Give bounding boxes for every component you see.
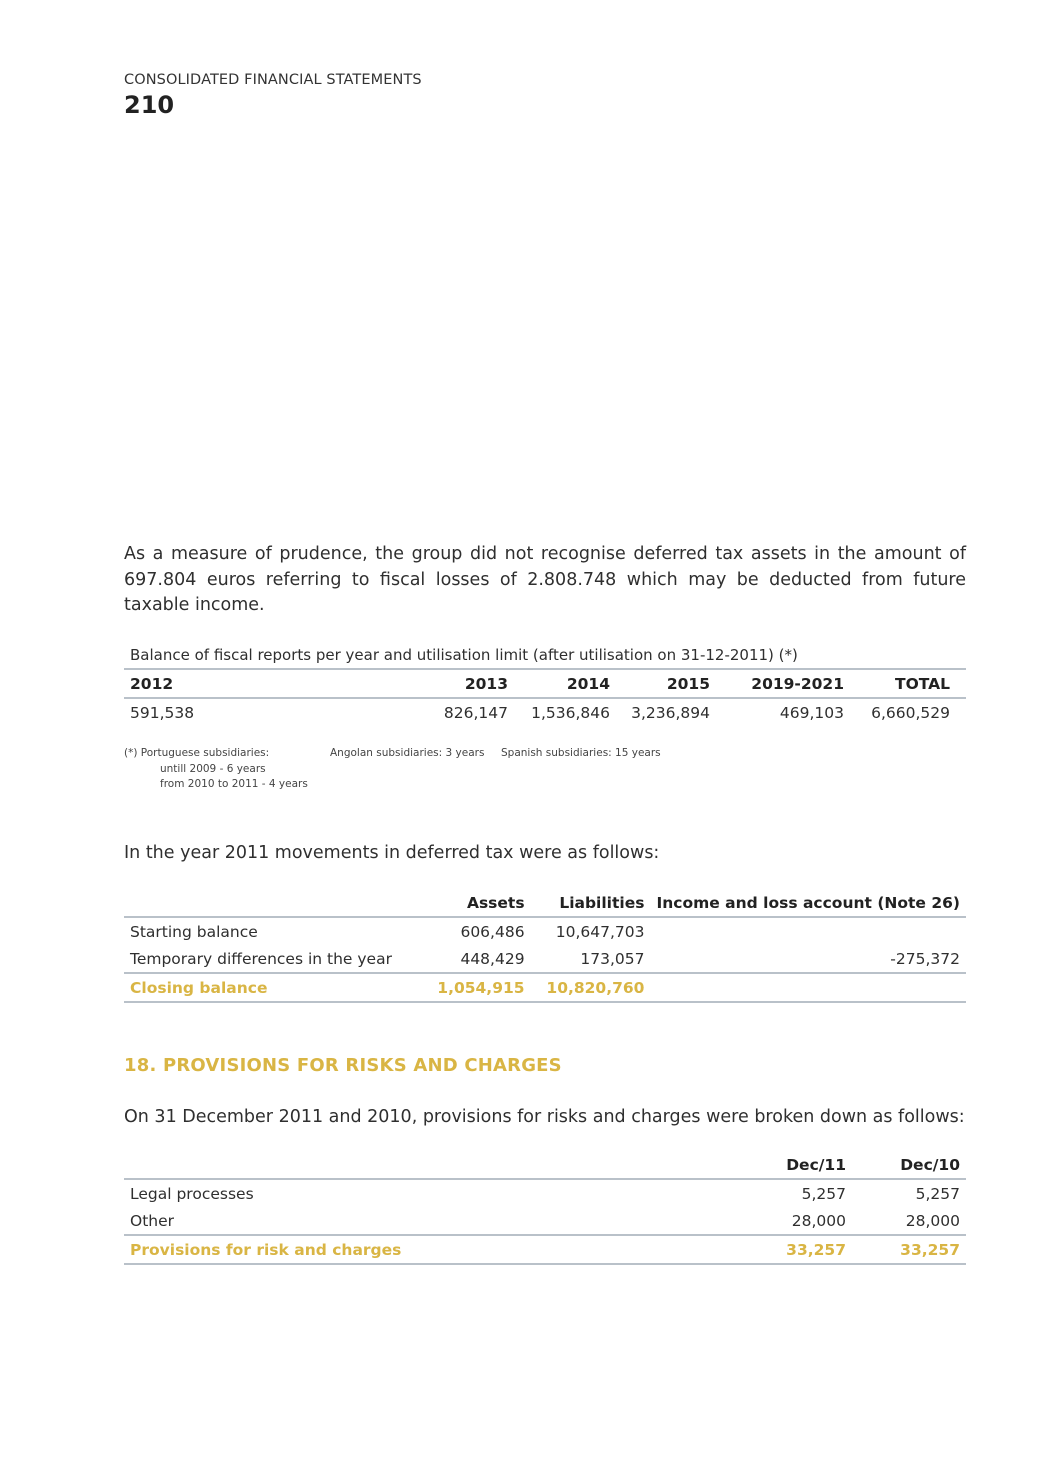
table-header-row bbox=[124, 1151, 966, 1179]
table-cell: 6,660,529 bbox=[871, 703, 950, 722]
table-cell: 5,257 bbox=[915, 1184, 960, 1203]
column-header: TOTAL bbox=[850, 669, 966, 698]
column-header: Dec/10 bbox=[852, 1151, 966, 1179]
table-row bbox=[124, 1207, 966, 1235]
provisions-table bbox=[124, 1151, 966, 1265]
table-header-row bbox=[124, 889, 966, 917]
column-header: 2012 bbox=[124, 669, 424, 698]
table-cell: 3,236,894 bbox=[631, 703, 710, 722]
deferred-tax-intro: In the year 2011 movements in deferred tax were as follows: bbox=[124, 843, 660, 863]
column-header: 2015 bbox=[616, 669, 716, 698]
column-header bbox=[124, 1151, 738, 1179]
page-number: 210 bbox=[124, 91, 175, 119]
section-heading: 18. PROVISIONS FOR RISKS AND CHARGES bbox=[124, 1055, 562, 1076]
table-cell: 28,000 bbox=[791, 1211, 846, 1230]
column-header: 2019-2021 bbox=[716, 669, 850, 698]
row-label: Legal processes bbox=[130, 1184, 254, 1203]
fiscal-reports-table bbox=[124, 668, 966, 726]
table-row bbox=[124, 945, 966, 973]
total-label: Provisions for risk and charges bbox=[124, 1235, 738, 1264]
footnote-portuguese-line: from 2010 to 2011 - 4 years bbox=[160, 778, 308, 790]
total-cell: 33,257 bbox=[738, 1235, 852, 1264]
total-cell: 10,820,760 bbox=[531, 973, 651, 1002]
footnote-spanish: Spanish subsidiaries: 15 years bbox=[501, 747, 661, 759]
column-header: Income and loss account (Note 26) bbox=[650, 889, 966, 917]
column-header bbox=[124, 889, 424, 917]
table-row bbox=[124, 1179, 966, 1207]
footnote-angolan: Angolan subsidiaries: 3 years bbox=[330, 747, 485, 759]
row-label: Temporary differences in the year bbox=[130, 949, 392, 968]
table-header-row bbox=[124, 669, 966, 698]
table-cell: 606,486 bbox=[460, 922, 525, 941]
column-header: Assets bbox=[424, 889, 531, 917]
table-cell: 5,257 bbox=[801, 1184, 846, 1203]
footnote-portuguese-line: untill 2009 - 6 years bbox=[160, 762, 266, 775]
column-header: Dec/11 bbox=[738, 1151, 852, 1179]
footnote-portuguese-title: (*) Portuguese subsidiaries: bbox=[124, 747, 270, 759]
total-row bbox=[124, 1235, 966, 1264]
table-row bbox=[124, 917, 966, 945]
table-cell: 10,647,703 bbox=[555, 922, 645, 941]
table-cell: 469,103 bbox=[779, 703, 844, 722]
total-cell: 1,054,915 bbox=[424, 973, 531, 1002]
column-header: Liabilities bbox=[531, 889, 651, 917]
table-row bbox=[124, 698, 966, 726]
fiscal-table-caption: Balance of fiscal reports per year and utilisation limit (after utilisation on 31-12-2011) (*) bbox=[130, 646, 798, 664]
table-cell: 448,429 bbox=[460, 949, 525, 968]
table-cell: 826,147 bbox=[443, 703, 508, 722]
document-header-title: CONSOLIDATED FINANCIAL STATEMENTS bbox=[124, 72, 422, 88]
table-cell: 591,538 bbox=[130, 703, 195, 722]
column-header: 2013 bbox=[424, 669, 514, 698]
total-row bbox=[124, 973, 966, 1002]
table-cell bbox=[650, 917, 966, 945]
total-label: Closing balance bbox=[124, 973, 424, 1002]
table-cell: -275,372 bbox=[890, 949, 960, 968]
row-label: Starting balance bbox=[130, 922, 258, 941]
footnote-portuguese bbox=[124, 746, 308, 793]
total-cell bbox=[650, 973, 966, 1002]
total-cell: 33,257 bbox=[852, 1235, 966, 1264]
deferred-tax-table bbox=[124, 889, 966, 1003]
row-label: Other bbox=[130, 1211, 175, 1230]
table-cell: 1,536,846 bbox=[531, 703, 610, 722]
provisions-intro: On 31 December 2011 and 2010, provisions for risks and charges were broken down as follows: bbox=[124, 1107, 965, 1127]
prudence-paragraph: As a measure of prudence, the group did not recognise deferred tax assets in the amount of 697.804 euros referring to fiscal losses of 2.808.748 which may be deducted from future taxable income. bbox=[124, 544, 966, 615]
table-cell: 28,000 bbox=[905, 1211, 960, 1230]
column-header: 2014 bbox=[514, 669, 616, 698]
table-cell: 173,057 bbox=[580, 949, 645, 968]
